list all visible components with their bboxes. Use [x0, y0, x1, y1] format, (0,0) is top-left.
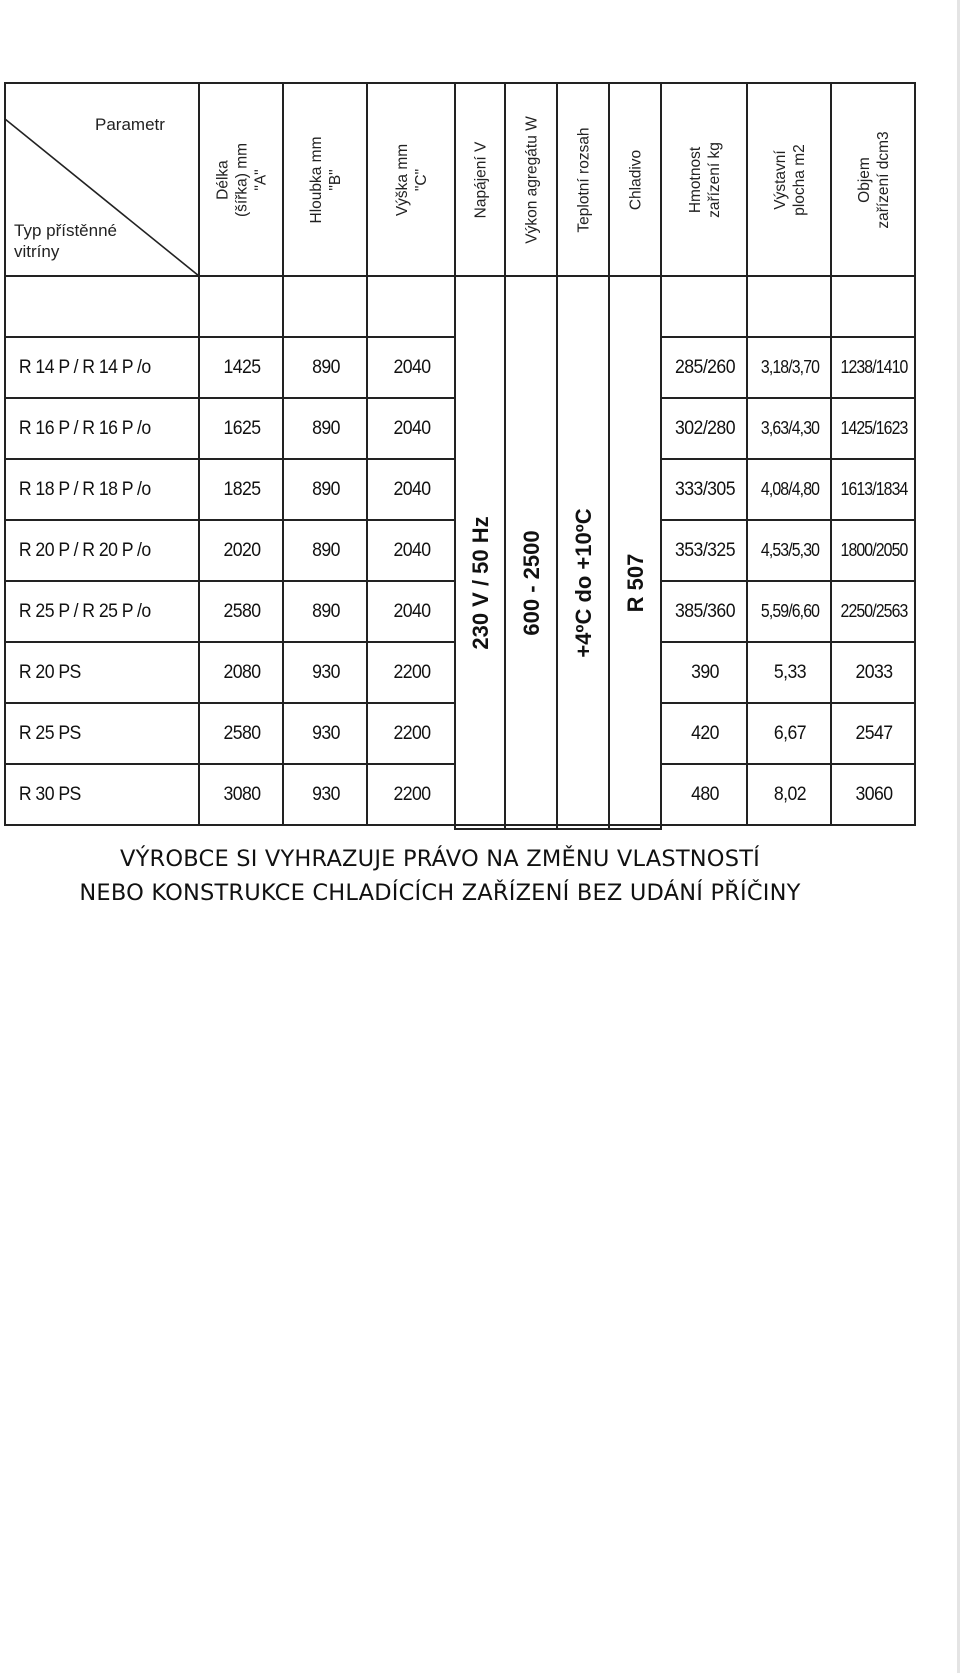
height-cell: 2040: [393, 418, 431, 439]
header-length: Délka (šířka) mm "A": [214, 142, 270, 218]
type-cell: R 25 PS: [18, 723, 81, 744]
height-cell: 2040: [393, 601, 431, 622]
header-voltage: Napájení V: [472, 141, 490, 219]
type-cell: R 20 PS: [18, 662, 81, 683]
header-weight: Hmotnost zařízení kg: [687, 142, 723, 218]
weight-cell: 285/260: [675, 357, 735, 378]
header-temperature: Teplotní rozsah: [575, 127, 593, 233]
type-cell: R 25 P / R 25 P /o: [18, 601, 151, 622]
length-cell: 2080: [223, 662, 261, 683]
weight-cell: 390: [691, 662, 719, 683]
area-cell: 4,53/5,30: [760, 540, 820, 560]
merged-power: 600 - 2500: [519, 530, 544, 636]
height-cell: 2200: [393, 784, 431, 805]
depth-cell: 930: [312, 723, 340, 744]
type-cell: R 18 P / R 18 P /o: [18, 479, 151, 500]
area-cell: 5,59/6,60: [760, 601, 820, 621]
depth-cell: 890: [312, 601, 340, 622]
header-height: Výška mm "C": [394, 143, 430, 217]
merged-temperature: +4ºC do +10ºC: [571, 508, 596, 658]
header-display-area: Výstavní plocha m2: [772, 144, 808, 216]
length-cell: 1425: [223, 357, 261, 378]
height-cell: 2040: [393, 479, 431, 500]
volume-cell: 3060: [855, 784, 893, 805]
height-cell: 2040: [393, 357, 431, 378]
depth-cell: 930: [312, 784, 340, 805]
length-cell: 2580: [223, 601, 261, 622]
weight-cell: 420: [691, 723, 719, 744]
length-cell: 2020: [223, 540, 261, 561]
weight-cell: 333/305: [675, 479, 735, 500]
depth-cell: 890: [312, 357, 340, 378]
area-cell: 4,08/4,80: [760, 479, 820, 499]
weight-cell: 353/325: [675, 540, 735, 561]
type-cell: R 20 P / R 20 P /o: [18, 540, 151, 561]
header-depth: Hloubka mm "B": [308, 136, 344, 224]
depth-cell: 890: [312, 540, 340, 561]
type-cell: R 30 PS: [18, 784, 81, 805]
depth-cell: 890: [312, 479, 340, 500]
header-volume: Objem zařízení dcm3: [856, 131, 892, 229]
merged-refrigerant: R 507: [623, 553, 648, 613]
header-power: Výkon agregátu W: [523, 116, 541, 244]
disclaimer-line-1: VÝROBCE SI VYHRAZUJE PRÁVO NA ZMĚNU VLASTNOSTÍ: [120, 846, 760, 872]
length-cell: 3080: [223, 784, 261, 805]
length-cell: 2580: [223, 723, 261, 744]
corner-parameter-label: Parametr: [95, 115, 165, 134]
volume-cell: 1425/1623: [840, 418, 908, 438]
volume-cell: 2033: [855, 662, 893, 683]
type-cell: R 16 P / R 16 P /o: [18, 418, 151, 439]
header-refrigerant: Chladivo: [627, 149, 645, 211]
volume-cell: 2250/2563: [840, 601, 908, 621]
area-cell: 6,67: [773, 723, 807, 744]
type-cell: R 14 P / R 14 P /o: [18, 357, 151, 378]
weight-cell: 385/360: [675, 601, 735, 622]
volume-cell: 1238/1410: [840, 357, 908, 377]
depth-cell: 890: [312, 418, 340, 439]
disclaimer-line-2: NEBO KONSTRUKCE CHLADÍCÍCH ZAŘÍZENÍ BEZ UDÁNÍ PŘÍČINY: [79, 880, 801, 906]
depth-cell: 930: [312, 662, 340, 683]
length-cell: 1825: [223, 479, 261, 500]
height-cell: 2200: [393, 723, 431, 744]
length-cell: 1625: [223, 418, 261, 439]
area-cell: 3,63/4,30: [760, 418, 820, 438]
volume-cell: 1613/1834: [840, 479, 908, 499]
area-cell: 5,33: [773, 662, 807, 683]
corner-type-label: Typ přístěnné vitríny: [14, 221, 118, 261]
height-cell: 2040: [393, 540, 431, 561]
volume-cell: 1800/2050: [840, 540, 908, 560]
area-cell: 3,18/3,70: [760, 357, 820, 377]
weight-cell: 302/280: [675, 418, 735, 439]
weight-cell: 480: [691, 784, 719, 805]
height-cell: 2200: [393, 662, 431, 683]
area-cell: 8,02: [773, 784, 807, 805]
merged-voltage: 230 V / 50 Hz: [468, 516, 493, 650]
volume-cell: 2547: [855, 723, 893, 744]
